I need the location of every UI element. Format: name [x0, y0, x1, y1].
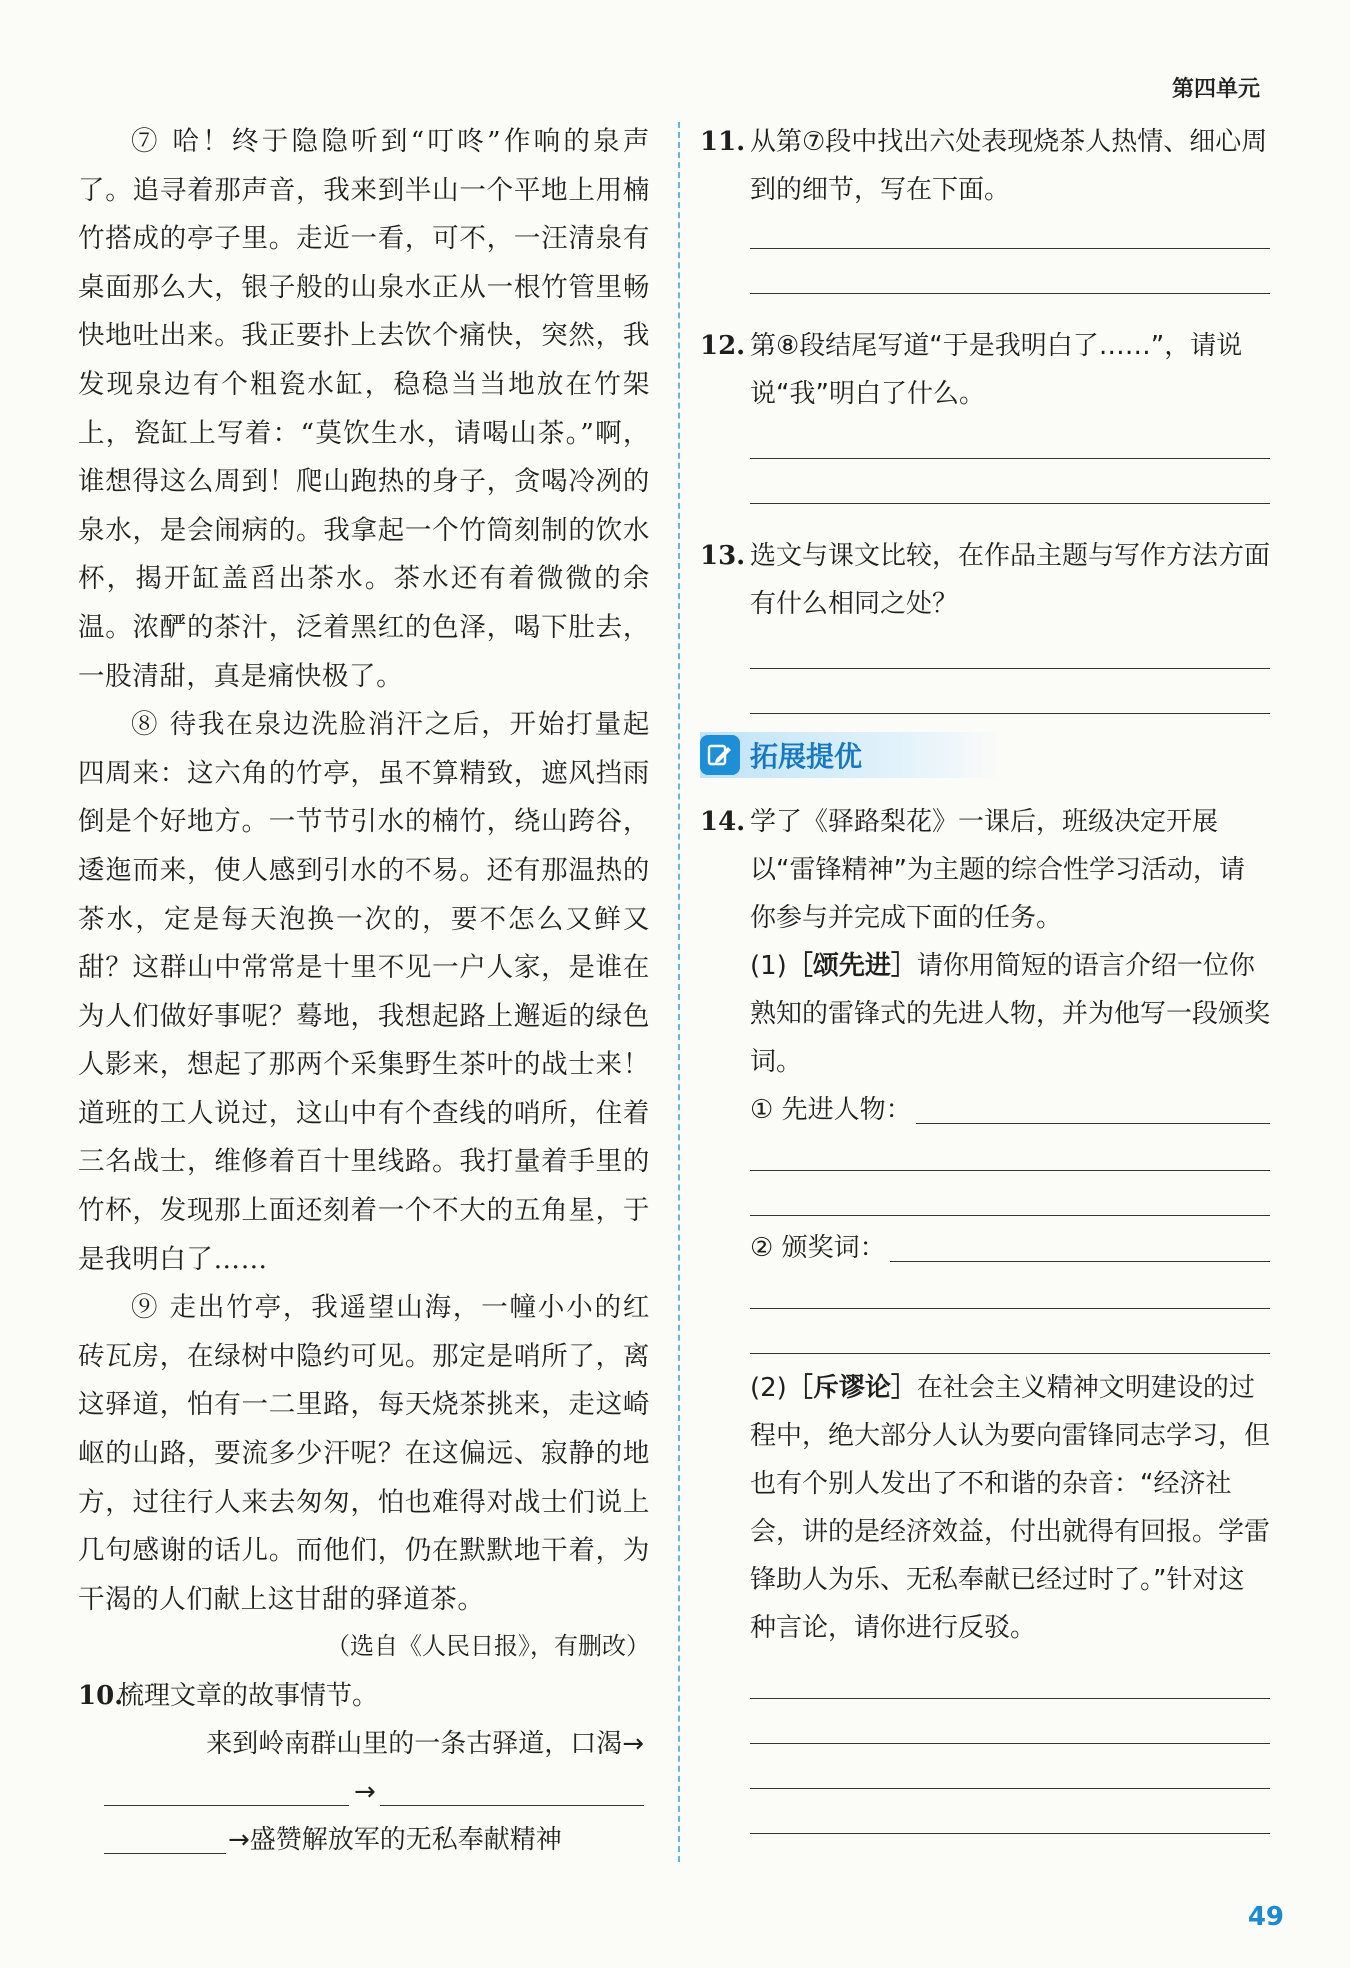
- plot-row-3: [78, 1816, 650, 1864]
- section-title: 拓展提优: [750, 740, 863, 773]
- part-tag: ［斥谬论］: [786, 1373, 917, 1403]
- question-text: 学了《驿路梨花》一课后，班级决定开展以“雷锋精神”为主题的综合性学习活动，请你参与并完成下面的任务。: [750, 807, 1245, 933]
- plot-blank-1[interactable]: [104, 1805, 349, 1806]
- part-text: 请你用简短的语言介绍一位你熟知的雷锋式的先进人物，并为他写一段颁奖词。: [750, 951, 1271, 1077]
- part-text: 在社会主义精神文明建设的过程中，绝大部分人认为要向雷锋同志学习，但也有个别人发出了不和谐的杂音：“经济社会，讲的是经济效益，付出就得有回报。学雷锋助人为乐、无私奉献已经过时了。”针对这种言论，请你进行反驳。: [750, 1373, 1271, 1643]
- column-divider: [678, 122, 680, 1862]
- plot-row-2: [78, 1768, 650, 1816]
- question-11: [700, 118, 1270, 214]
- question-10: [78, 1672, 650, 1720]
- question-number: 10.: [78, 1681, 124, 1712]
- question-number: 14.: [700, 807, 746, 837]
- answer-line[interactable]: [750, 713, 1270, 714]
- field-label: ① 先进人物：: [750, 1095, 912, 1125]
- passage-paragraph-8: ⑧ 待我在泉边洗脸消汗之后，开始打量起四周来：这六角的竹亭，虽不算精致，遮风挡雨倒是个好地方。一节节引水的楠竹，绕山跨谷，逶迤而来，使人感到引水的不易。还有那温热的茶水，定是每天泡换一次的，要不怎么又鲜又甜？这群山中常常是十里不见一户人家，是谁在为人们做好事呢？蓦地，我想起路上邂逅的绿色人影来，想起了那两个采集野生茶叶的战士来！道班的工人说过，这山中有个查线的哨所，住着三名战士，维修着百十里线路。我打量着手里的竹杯，发现那上面还刻着一个不大的五角星，于是我明白了……: [78, 709, 650, 1275]
- right-column: [700, 118, 1270, 1834]
- answer-line[interactable]: [890, 1261, 1270, 1262]
- question-14-part-1: [700, 942, 1270, 1086]
- plot-blank-2[interactable]: [380, 1805, 644, 1806]
- question-text: 梳理文章的故事情节。: [118, 1681, 379, 1712]
- question-text: 选文与课文比较，在作品主题与写作方法方面有什么相同之处？: [750, 541, 1271, 619]
- passage-paragraph-7: ⑦ 哈！终于隐隐听到“叮咚”作响的泉声了。追寻着那声音，我来到半山一个平地上用楠竹搭成的亭子里。走近一看，可不，一汪清泉有桌面那么大，银子般的山泉水正从一根竹管里畅快地吐出来。我正要扑上去饮个痛快，突然，我发现泉边有个粗瓷水缸，稳稳当当地放在竹架上，瓷缸上写着：“莫饮生水，请喝山茶。”啊，谁想得这么周到！爬山跑热的身子，贪喝冷冽的泉水，是会闹病的。我拿起一个竹筒刻制的饮水杯，揭开缸盖舀出茶水。茶水还有着微微的余温。浓酽的茶汁，泛着黑红的色泽，喝下肚去，一股清甜，真是痛快极了。: [78, 126, 650, 692]
- question-number: 12.: [700, 331, 746, 361]
- part-number: (1): [750, 951, 787, 981]
- section-banner: [700, 732, 1000, 778]
- question-number: 11.: [700, 127, 746, 157]
- plot-start: 来到岭南群山里的一条古驿道，口渴→: [206, 1729, 644, 1760]
- passage-paragraph-9: ⑨ 走出竹亭，我遥望山海，一幢小小的红砖瓦房，在绿树中隐约可见。那定是哨所了，离这驿道，怕有一二里路，每天烧茶挑来，走这崎岖的山路，要流多少汗呢？在这偏远、寂静的地方，过往行人来去匆匆，怕也难得对战士们说上几句感谢的话儿。而他们，仍在默默地干着，为干渴的人们献上这甘甜的驿道茶。: [78, 1292, 650, 1615]
- left-column: [78, 118, 650, 1864]
- page-number: 49: [1247, 1902, 1284, 1932]
- question-text: 第⑧段结尾写道“于是我明白了……”，请说说“我”明白了什么。: [750, 331, 1243, 409]
- question-12: [700, 322, 1270, 418]
- question-number: 13.: [700, 541, 746, 571]
- advanced-person-field: [700, 1086, 1270, 1134]
- answer-line[interactable]: [916, 1123, 1270, 1124]
- plot-arrow: →: [354, 1777, 376, 1808]
- plot-end: →盛赞解放军的无私奉献精神: [228, 1825, 562, 1856]
- award-speech-field: [700, 1224, 1270, 1272]
- field-label: ② 颁奖词：: [750, 1233, 886, 1263]
- pencil-note-icon: [700, 735, 740, 775]
- question-text: 从第⑦段中找出六处表现烧茶人热情、细心周到的细节，写在下面。: [750, 127, 1268, 205]
- plot-blank-3[interactable]: [104, 1853, 226, 1854]
- part-tag: ［颂先进］: [786, 951, 917, 981]
- question-13: [700, 532, 1270, 628]
- passage-source: （选自《人民日报》，有删改）: [326, 1632, 650, 1661]
- question-14: [700, 798, 1270, 942]
- part-number: (2): [750, 1373, 787, 1403]
- unit-header: 第四单元: [1171, 77, 1260, 102]
- plot-row-1: [78, 1720, 650, 1768]
- answer-line[interactable]: [750, 1833, 1270, 1834]
- question-14-part-2: [700, 1364, 1270, 1652]
